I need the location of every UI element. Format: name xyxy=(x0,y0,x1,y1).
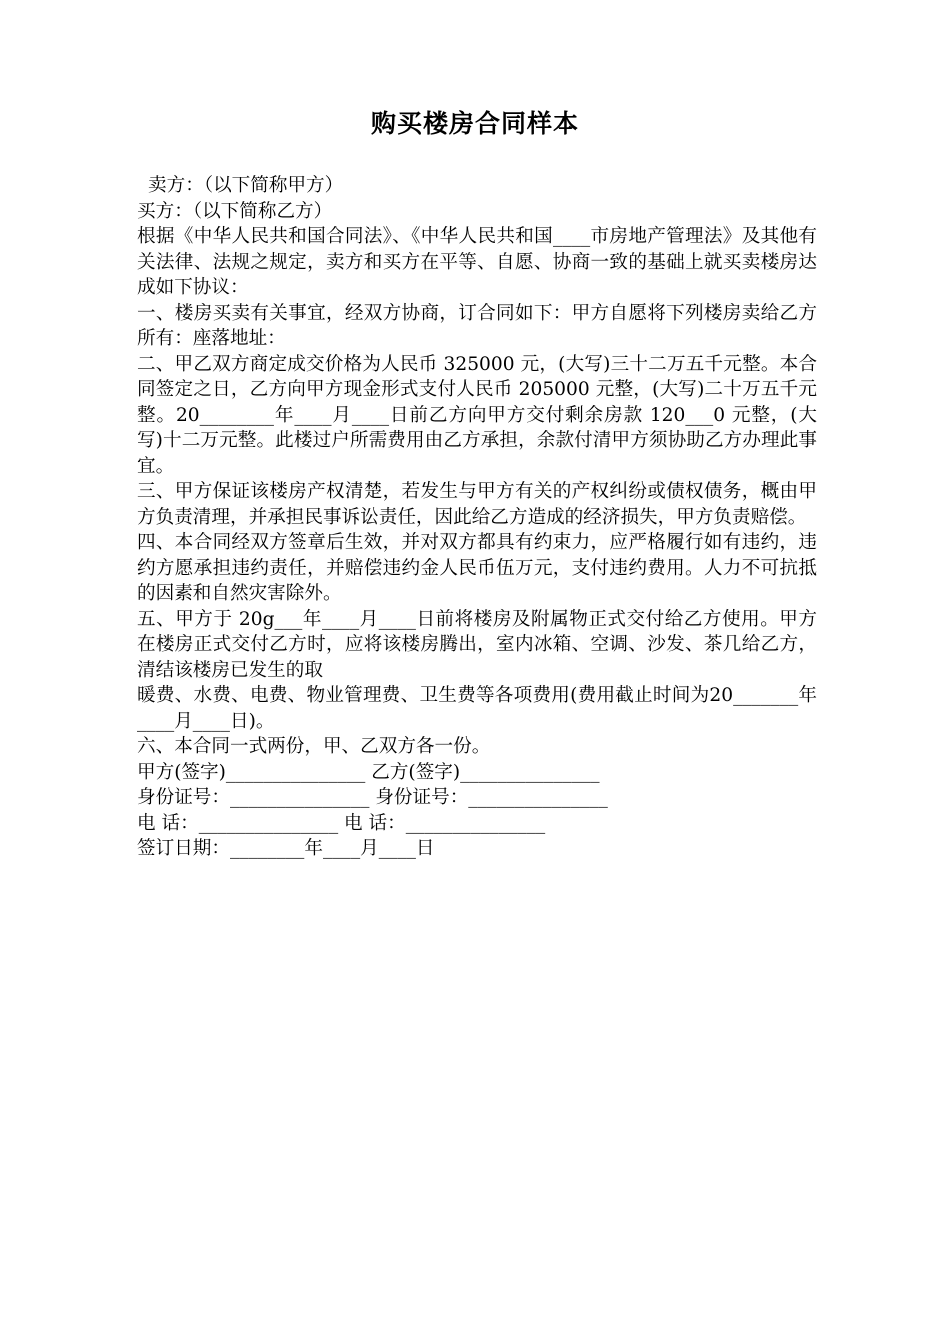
signature-row: 甲方(签字)_______________ 乙方(签字)_______________ xyxy=(137,761,600,783)
clause-3: 三、甲方保证该楼房产权清楚，若发生与甲方有关的产权纠纷或债权债务，概由甲方负责清理，并承担民事诉讼责任，因此给乙方造成的经济损失，甲方负责赔偿。 xyxy=(137,481,817,528)
signing-date-row: 签订日期：________年____月____日 xyxy=(137,838,435,859)
seller-line: 卖方：（以下简称甲方） xyxy=(148,175,344,196)
clause-6: 六、本合同一式两份，甲、乙双方各一份。 xyxy=(137,736,491,757)
phone-row: 电 话：_______________ 电 话：_______________ xyxy=(137,812,546,834)
clause-5-continued: 暖费、水费、电费、物业管理费、卫生费等各项费用(费用截止时间为20_______年____月____日)。 xyxy=(137,685,817,732)
clause-2: 二、甲乙双方商定成交价格为人民币 325000 元，(大写)三十二万五千元整。本合同签定之日，乙方向甲方现金形式支付人民币 205000 元整，(大写)二十万五千元整。20________年____月____日前乙方向甲方交付剩余房款 120___0 元整，(大写)十二万元整。此楼过户所需费用由乙方承担，余款付清甲方须协助乙方办理此事宜。 xyxy=(137,353,817,477)
clause-5: 五、甲方于 20g___年____月____日前将楼房及附属物正式交付给乙方使用。甲方在楼房正式交付乙方时，应将该楼房腾出，室内冰箱、空调、沙发、茶几给乙方，清结该楼房已发生的取 xyxy=(137,608,817,681)
clause-1: 一、楼房买卖有关事宜，经双方协商，订合同如下：甲方自愿将下列楼房卖给乙方所有：座落地址： xyxy=(137,302,817,349)
id-number-row: 身份证号：_______________ 身份证号：_______________ xyxy=(137,787,608,808)
preamble-paragraph: 根据《中华人民共和国合同法》、《中华人民共和国____市房地产管理法》及其他有关法律、法规之规定，卖方和买方在平等、自愿、协商一致的基础上就买卖楼房达成如下协议： xyxy=(137,226,817,298)
buyer-line: 买方：（以下简称乙方） xyxy=(137,200,333,222)
contract-body xyxy=(137,173,817,862)
contract-title: 购买楼房合同样本 xyxy=(370,109,579,138)
clause-4: 四、本合同经双方签章后生效，并对双方都具有约束力，应严格履行如有违约，违约方愿承担违约责任，并赔偿违约金人民币伍万元，支付违约费用。人力不可抗抵的因素和自然灾害除外。 xyxy=(137,532,817,604)
signature-block xyxy=(137,760,817,862)
